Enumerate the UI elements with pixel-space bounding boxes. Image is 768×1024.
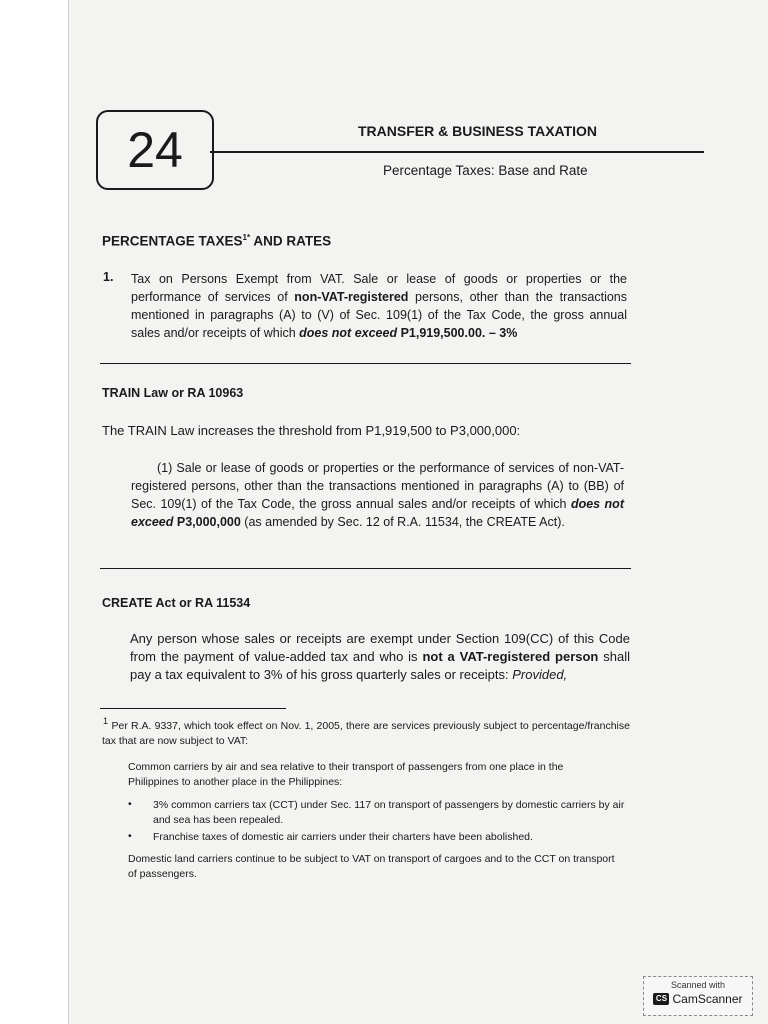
footnote-intro-text: Per R.A. 9337, which took effect on Nov. 1, 2005, there are services previously subject to percentage/franchise tax that are now subject to VAT: [102,720,630,747]
chapter-header-line [210,151,704,153]
section-heading-text-after: AND RATES [250,233,332,249]
create-proviso: Provided, [512,667,568,682]
camscanner-logo-icon: CS [653,993,669,1005]
footnote-number: 1 [103,716,109,726]
item-1-title: Tax on Persons Exempt from VAT. [131,272,345,286]
train-law-intro: The TRAIN Law increases the threshold from P1,919,500 to P3,000,000: [102,423,521,438]
chapter-number: 24 [127,122,183,178]
train-emphasis: does not exceed [131,497,624,529]
train-law-heading: TRAIN Law or RA 10963 [102,386,244,400]
create-act-heading: CREATE Act or RA 11534 [102,596,251,610]
train-law-paragraph [131,459,624,531]
create-bold-term: not a VAT-registered person [422,649,599,664]
item-1-paragraph [131,270,627,342]
book-title: TRANSFER & BUSINESS TAXATION [358,123,598,139]
section-heading [102,233,331,249]
create-text-a: Any person whose sales or receipts are exempt under Section 109(CC) of this Code from the payment of value-added tax and who is [130,631,630,664]
chapter-number-box [96,110,214,190]
item-1-emphasis: does not exceed [299,326,398,340]
section-divider [100,568,631,569]
footnote-closing: Domestic land carriers continue to be subject to VAT on transport of cargoes and to the CCT on transport of passengers. [128,853,615,880]
item-1-text-a: Sale or lease of goods or properties or the performance of services of [131,272,627,304]
bullet-icon: • [128,798,132,810]
section-divider [100,363,631,364]
footnote-rule [100,708,286,709]
train-threshold: P3,000,000 [173,515,241,529]
item-number: 1. [103,270,114,284]
item-1-threshold: P1,919,500.00. – 3% [397,326,518,340]
scanner-brand: CamScanner [672,992,743,1006]
footnote-intro [102,719,630,749]
train-text-b: (as amended by Sec. 12 of R.A. 11534, the CREATE Act). [240,515,565,529]
create-act-paragraph [130,630,630,684]
footnote-bullet-1: 3% common carriers tax (CCT) under Sec. 117 on transport of passengers by domestic carriers by air and sea has been repealed. [153,799,625,826]
train-text-a: (1) Sale or lease of goods or properties or the performance of services of non-VAT-registered persons, other than the transactions mentioned in paragraphs (A) to (BB) of Sec. 109(1) of the Tax Code, the gross annual sales and/or receipts of which [131,461,624,511]
item-1-text-b: persons, other than the transactions mentioned in paragraphs (A) to (V) of Sec. 109(1) of the Tax Code, the gross annual sales and/or receipts of which [131,290,627,340]
item-1-bold-term: non-VAT-registered [294,290,409,304]
bullet-icon: • [128,830,132,842]
footnote-ref: 1* [242,233,251,242]
chapter-subtitle: Percentage Taxes: Base and Rate [383,163,588,178]
scanner-watermark [643,976,753,1016]
create-text-b: shall pay a tax equivalent to 3% of his gross quarterly sales or receipts: [130,649,630,682]
scanner-caption: Scanned with [670,980,726,990]
footnote-bullet-2: Franchise taxes of domestic air carriers under their charters have been abolished. [153,831,533,843]
section-heading-text: PERCENTAGE TAXES [102,233,243,249]
footnote-subparagraph: Common carriers by air and sea relative to their transport of passengers from one place in the Philippines to another place in the Philippines: [128,761,564,788]
